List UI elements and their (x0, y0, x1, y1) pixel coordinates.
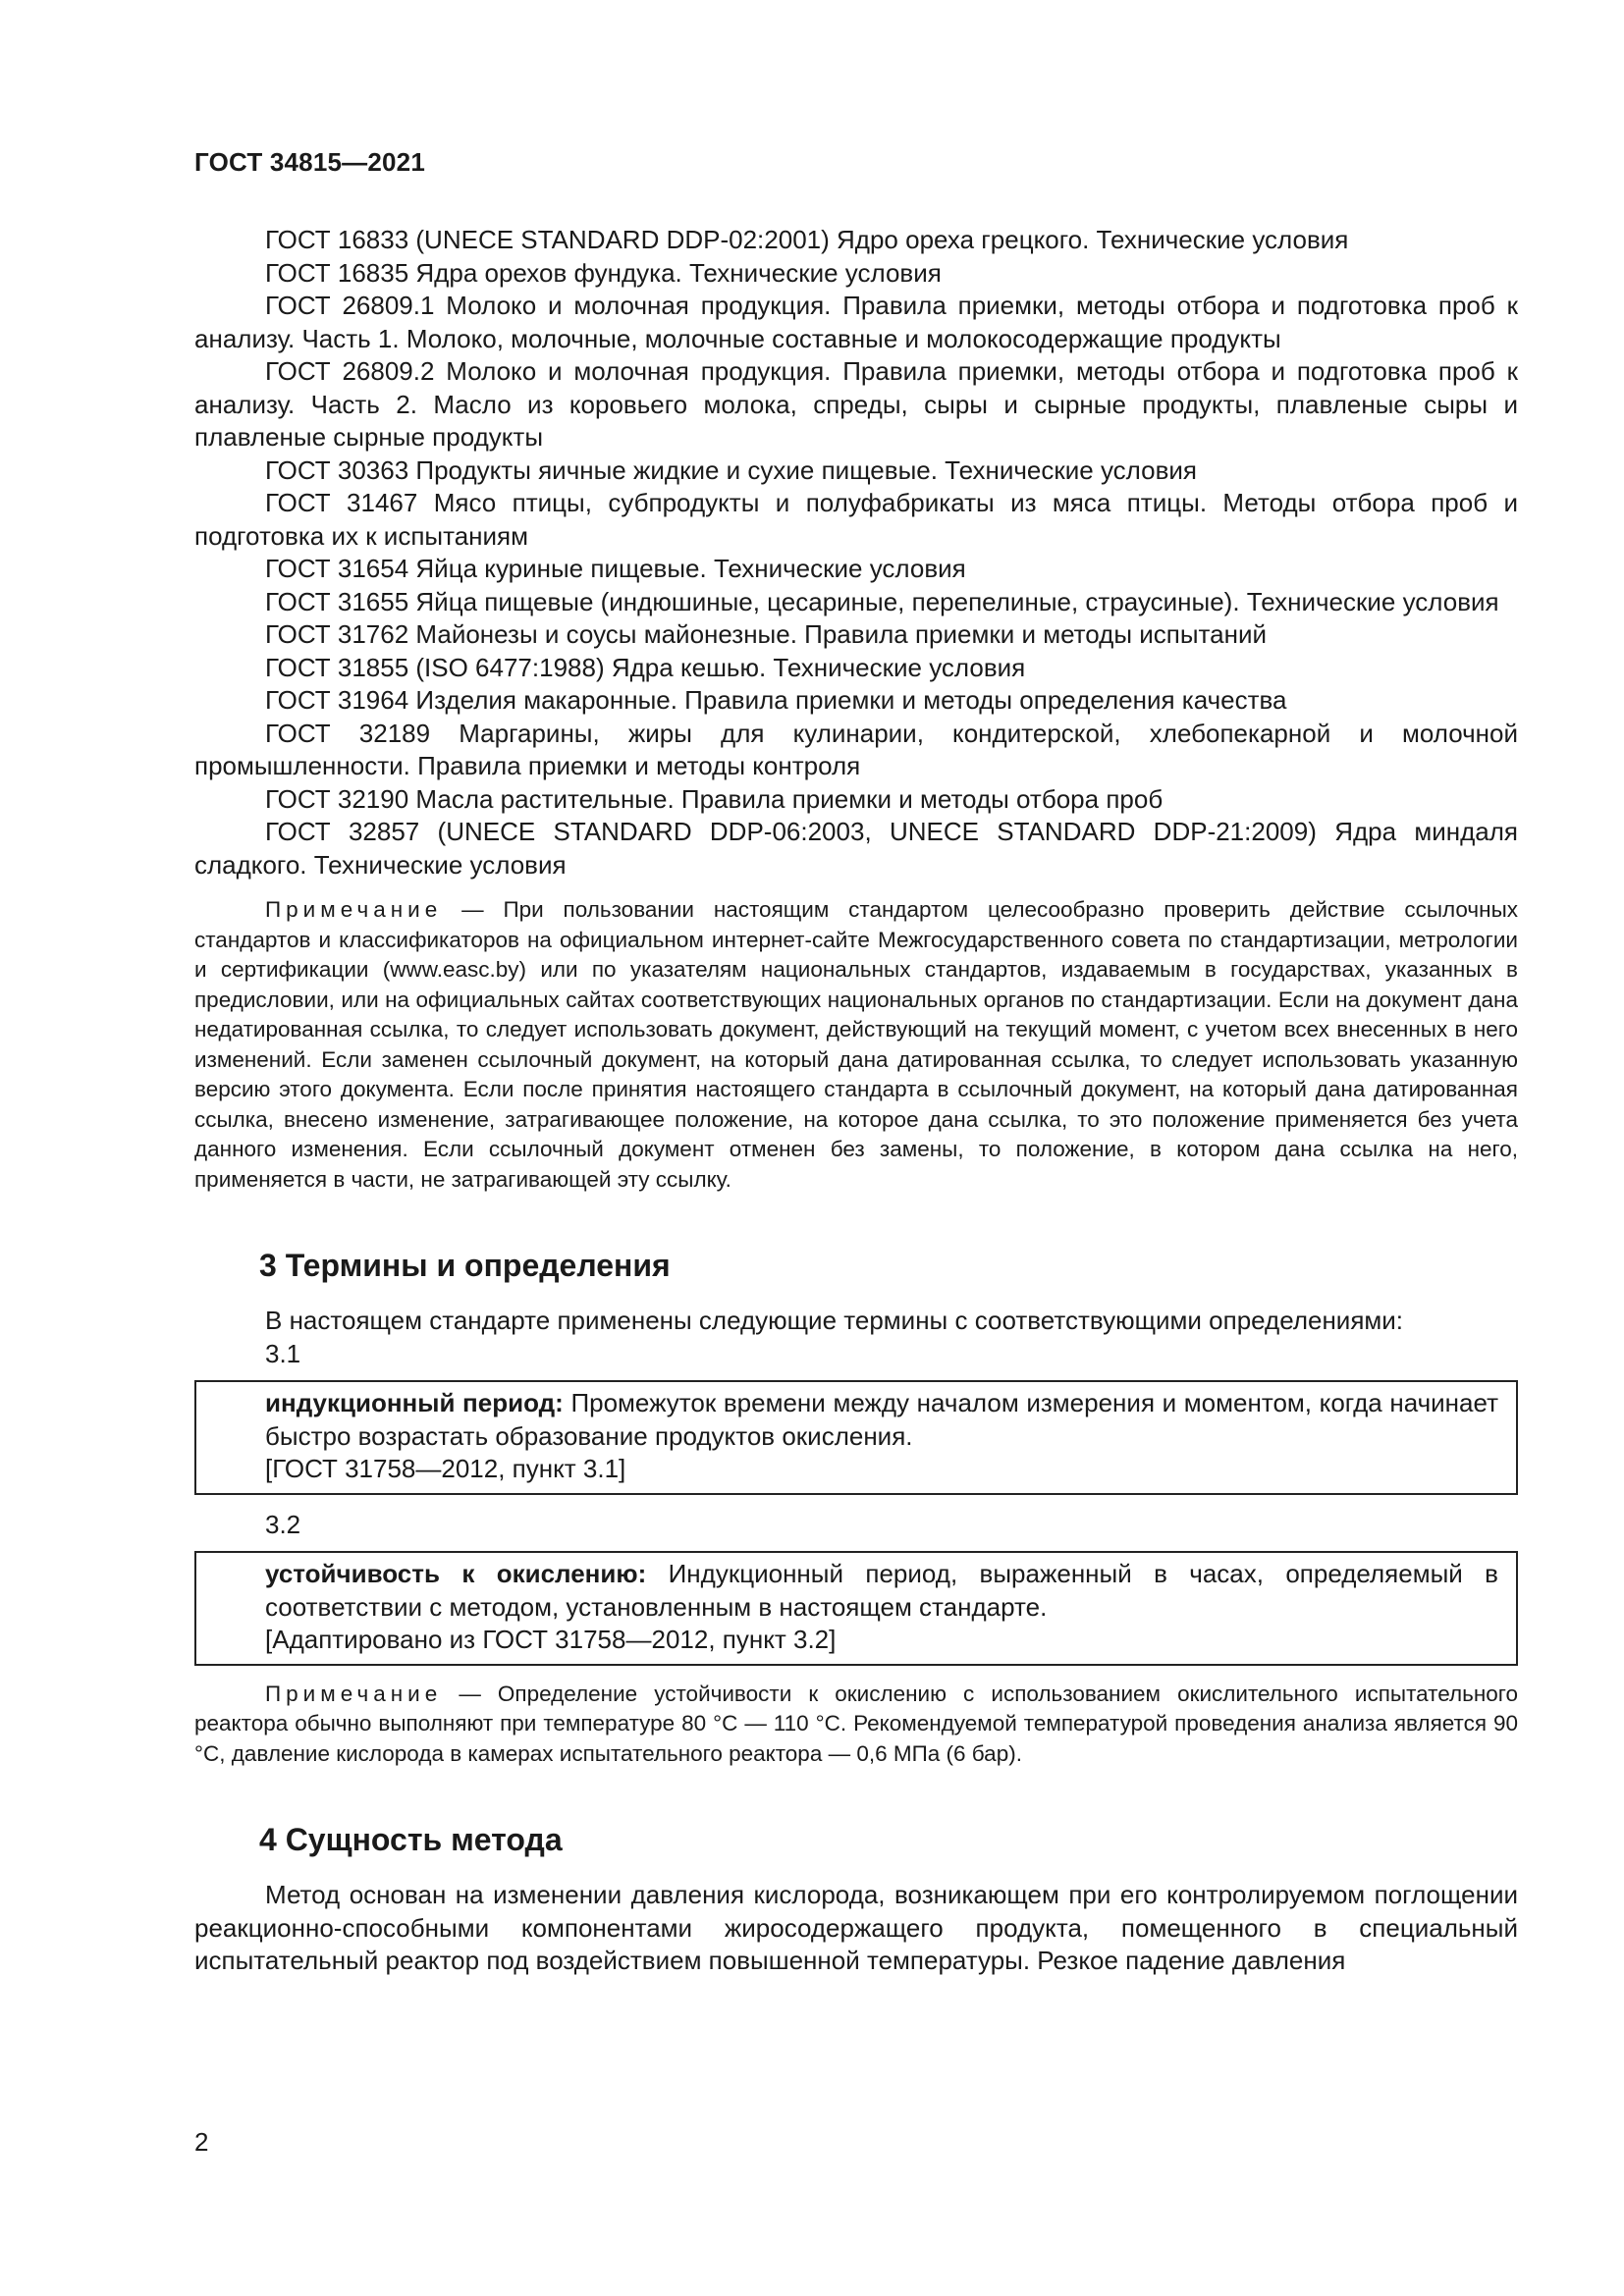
term-definition: Индукционный период, выраженный в часах, определяемый в соответствии с методом, установленным в настоящем стандарте. (265, 1559, 1498, 1622)
term-source: [Адаптировано из ГОСТ 31758—2012, пункт 3.2] (265, 1625, 837, 1654)
section-3-note (194, 1680, 1518, 1770)
reference-code: ГОСТ 31964 (265, 685, 409, 715)
reference-code: ГОСТ 16835 (265, 257, 409, 288)
reference-item (194, 454, 1518, 488)
term-definition-box (194, 1551, 1518, 1666)
reference-code: ГОСТ 32190 (265, 783, 409, 814)
reference-code: ГОСТ 32189 (265, 718, 431, 748)
reference-title: Продукты яичные жидкие и сухие пищевые. Технические условия (415, 454, 1197, 485)
reference-code: ГОСТ 26809.1 (265, 291, 435, 320)
reference-title: Ядра орехов фундука. Технические условия (415, 257, 942, 288)
reference-title: Изделия макаронные. Правила приемки и методы определения качества (415, 685, 1287, 715)
reference-item (194, 816, 1518, 881)
term-source: [ГОСТ 31758—2012, пункт 3.1] (265, 1454, 626, 1483)
section-4-paragraph: Метод основан на изменении давления кислорода, возникающем при его контролируемом поглощении реакционно-способными компонентами жиросодержащего продукта, помещенного в специальный испытательный реактор под воздействием повышенной температуры. Резкое падение давления (194, 1880, 1518, 1975)
term-name: устойчивость к окислению: (265, 1559, 647, 1588)
reference-code: ГОСТ 32857 (UNECE STANDARD DDP-06:2003, UNECE STANDARD DDP-21:2009) (265, 817, 1317, 846)
reference-item (194, 718, 1518, 783)
reference-title: Майонезы и соусы майонезные. Правила приемки и методы испытаний (415, 619, 1268, 649)
reference-item (194, 586, 1518, 619)
reference-code: ГОСТ 31467 (265, 488, 418, 517)
term-number: 3.2 (265, 1509, 301, 1539)
term-name: индукционный период: (265, 1388, 564, 1417)
reference-code: ГОСТ 16833 (UNECE STANDARD DDP-02:2001) (265, 225, 830, 254)
reference-title: Маргарины, жиры для кулинарии, кондитерской, хлебопекарной и молочной промышленности. Правила приемки и методы контроля (194, 718, 1518, 780)
reference-title: Ядра кешью. Технические условия (611, 652, 1026, 682)
reference-item (194, 652, 1518, 685)
reference-item (194, 290, 1518, 355)
document-header: ГОСТ 34815—2021 (194, 147, 425, 177)
reference-code: ГОСТ 26809.2 (265, 356, 435, 386)
reference-title: Яйца куриные пищевые. Технические условия (415, 554, 966, 583)
note-text: — Определение устойчивости к окислению с использованием окислительного испытательного реактора обычно выполняют при температуре 80 °С — 110 °С. Рекомендуемой температурой проведения анализа является 90 °С, давление кислорода в камерах испытательного реактора — 0,6 МПа (6 бар). (194, 1681, 1518, 1766)
reference-title: Мясо птицы, субпродукты и полуфабрикаты из мяса птицы. Методы отбора проб и подготовка их к испытаниям (194, 488, 1519, 551)
reference-title: Молоко и молочная продукция. Правила приемки, методы отбора и подготовка проб к анализу. Часть 1. Молоко, молочные, молочные составные и молокосодержащие продукты (194, 291, 1518, 353)
reference-item (194, 783, 1518, 817)
reference-title: Масла растительные. Правила приемки и методы отбора проб (415, 783, 1164, 814)
reference-code: ГОСТ 31654 (265, 554, 409, 583)
reference-title: Ядро ореха грецкого. Технические условия (837, 225, 1349, 254)
term-number: 3.1 (265, 1338, 301, 1368)
reference-item (194, 355, 1518, 454)
page-number: 2 (194, 2127, 209, 2157)
note-label: Примечание (265, 897, 443, 922)
reference-item (194, 684, 1518, 718)
reference-title: Ядра миндаля сладкого. Технические условия (194, 817, 1518, 880)
reference-code: ГОСТ 31655 (265, 586, 409, 616)
reference-item (194, 224, 1518, 257)
section-3-intro: В настоящем стандарте применены следующие термины с соответствующими определениями: (265, 1306, 1404, 1335)
reference-code: ГОСТ 31855 (ISO 6477:1988) (265, 652, 605, 682)
section-4-heading: 4 Сущность метода (259, 1822, 563, 1857)
note-text: — При пользовании настоящим стандартом целесообразно проверить действие ссылочных стандартов и классификаторов на официальном интернет-сайте Межгосударственного совета по стандартизации, метрологии и сертификации (www.easc.by) или по указателям национальных стандартов, издаваемым в государствах, указанных в предисловии, или на официальных сайтах соответствующих национальных органов по стандартизации. Если на документ дана недатированная ссылка, то следует использовать документ, действующий на текущий момент, с учетом всех внесенных в него изменений. Если заменен ссылочный документ, на который дана датированная ссылка, то следует использовать указанную версию этого документа. Если после принятия настоящего стандарта в ссылочный документ, на который дана датированная ссылка, внесено изменение, затрагивающее положение, на которое дана ссылка, то это положение применяется без учета данного изменения. Если ссылочный документ отменен без замены, то положение, в котором дана ссылка на него, применяется в части, не затрагивающей эту ссылку. (194, 897, 1518, 1192)
reference-item (194, 257, 1518, 291)
reference-title: Молоко и молочная продукция. Правила приемки, методы отбора и подготовка проб к анализу. Часть 2. Масло из коровьего молока, спреды, сыры и сырные продукты, плавленые сыры и плавленые сырные продукты (194, 356, 1518, 452)
references-note (194, 895, 1518, 1195)
section-3-heading: 3 Термины и определения (259, 1248, 671, 1283)
reference-title: Яйца пищевые (индюшиные, цесариные, перепелиные, страусиные). Технические условия (415, 586, 1499, 616)
term-definition-box (194, 1380, 1518, 1495)
reference-item (194, 553, 1518, 586)
reference-item (194, 618, 1518, 652)
reference-code: ГОСТ 31762 (265, 619, 409, 649)
reference-code: ГОСТ 30363 (265, 454, 409, 485)
note-label: Примечание (265, 1681, 443, 1706)
page-content (194, 224, 1518, 1978)
term-definition: Промежуток времени между началом измерения и моментом, когда начинает быстро возрастать образование продуктов окисления. (265, 1388, 1498, 1451)
reference-item (194, 487, 1518, 553)
normative-references-list (194, 224, 1518, 881)
